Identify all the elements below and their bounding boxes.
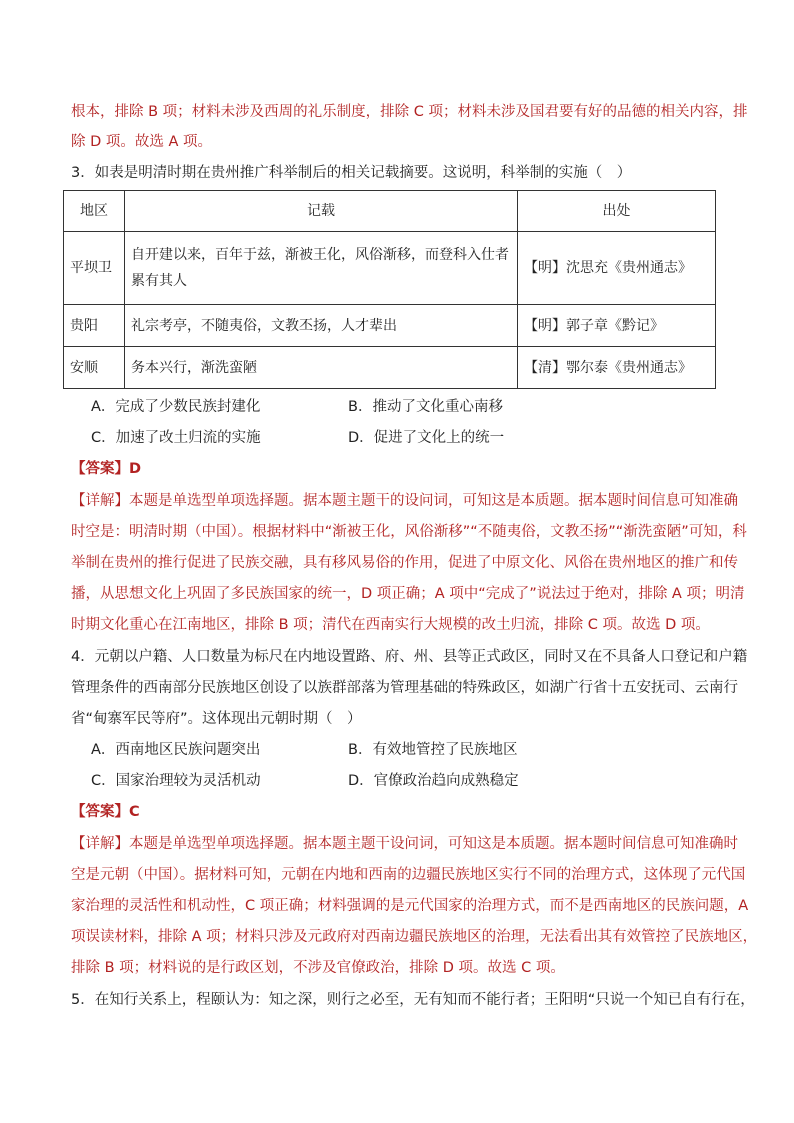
q3-detail-line: 时期文化重心在江南地区，排除 B 项；清代在西南实行大规模的改土归流，排除 C 项。故选 D 项。 — [71, 617, 710, 633]
cell-source: 【清】鄂尔泰《贵州通志》 — [518, 347, 716, 389]
q4-detail-line: 排除 B 项；材料说的是行政区划，不涉及官僚政治，排除 D 项。故选 C 项。 — [71, 960, 565, 976]
q4-detail-line: 家治理的灵活性和机动性，C 项正确；材料强调的是元代国家的治理方式，而不是西南地区的民族问题，A — [71, 898, 749, 914]
cell-region: 安顺 — [64, 347, 125, 389]
cell-record-line: 累有其人 — [131, 273, 187, 289]
q4-detail-line: 项误读材料，排除 A 项；材料只涉及元政府对西南边疆民族地区的治理，无法看出其有效管控了民族地区， — [71, 929, 758, 945]
q3-option-b[interactable]: B．推动了文化重心南移 — [348, 399, 503, 415]
q3-option-d[interactable]: D．促进了文化上的统一 — [348, 430, 505, 446]
header-record: 记载 — [125, 191, 518, 232]
q4-stem-line: 管理条件的西南部分民族地区创设了以族群部落为管理基础的特殊政区，如湖广行省十五安抚司、云南行 — [71, 680, 738, 696]
q3-detail-line: 播，从思想文化上巩固了多民族国家的统一，D 项正确；A 项中“完成了”说法过于绝对，排除 A 项；明清 — [71, 586, 745, 602]
q3-detail-line: 【详解】本题是单选型单项选择题。据本题主题干的设问词，可知这是本质题。据本题时间信息可知准确 — [71, 493, 738, 509]
q3-detail-line: 举制在贵州的推行促进了民族交融，具有移风易俗的作用，促进了中原文化、风俗在贵州地区的推广和传 — [71, 555, 738, 571]
q4-answer: 【答案】C — [71, 804, 140, 820]
q4-option-a[interactable]: A．西南地区民族问题突出 — [91, 742, 261, 758]
q3-option-a[interactable]: A．完成了少数民族封建化 — [91, 399, 261, 415]
table-row — [64, 232, 716, 305]
q4-option-b[interactable]: B．有效地管控了民族地区 — [348, 742, 518, 758]
records-table — [63, 190, 716, 389]
cell-source: 【明】沈思充《贵州通志》 — [518, 232, 716, 305]
cell-record-line: 自开建以来，百年于兹，渐被王化，风俗渐移，而登科入仕者 — [131, 247, 509, 263]
cell-record: 务本兴行，渐洗蛮陋 — [125, 347, 518, 389]
table-row — [64, 305, 716, 347]
q3-stem: 3．如表是明清时期在贵州推广科举制后的相关记载摘要。这说明，科举制的实施（ ） — [71, 165, 632, 181]
q4-stem-line: 4．元朝以户籍、人口数量为标尺在内地设置路、府、州、县等正式政区，同时又在不具备人口登记和户籍 — [71, 649, 748, 665]
q4-option-d[interactable]: D．官僚政治趋向成熟稳定 — [348, 773, 519, 789]
q4-detail-line: 【详解】本题是单选型单项选择题。据本题主题干设问词，可知这是本质题。据本题时间信息可知准确时 — [71, 836, 738, 852]
q2-detail-line-2: 除 D 项。故选 A 项。 — [71, 134, 213, 150]
table-header-row — [64, 191, 716, 232]
header-region: 地区 — [64, 191, 125, 232]
q3-detail-line: 时空是：明清时期（中国）。根据材料中“渐被王化，风俗渐移”“不随夷俗，文教丕扬”“渐洗蛮陋”可知，科 — [71, 524, 747, 540]
cell-region: 贵阳 — [64, 305, 125, 347]
q5-stem: 5．在知行关系上，程颐认为：知之深，则行之必至，无有知而不能行者；王阳明“只说一个知已自有行在， — [71, 992, 755, 1008]
q4-option-c[interactable]: C．国家治理较为灵活机动 — [91, 773, 261, 789]
q4-stem-line: 省“甸寨军民等府”。这体现出元朝时期（ ） — [71, 711, 362, 727]
header-source: 出处 — [518, 191, 716, 232]
cell-source: 【明】郭子章《黔记》 — [518, 305, 716, 347]
cell-record: 礼宗考亭，不随夷俗，文教丕扬，人才辈出 — [125, 305, 518, 347]
cell-record — [125, 232, 518, 305]
q3-option-c[interactable]: C．加速了改土归流的实施 — [91, 430, 261, 446]
q2-detail-line-1: 根本，排除 B 项；材料未涉及西周的礼乐制度，排除 C 项；材料未涉及国君要有好的品德的相关内容，排 — [71, 104, 748, 120]
table-row — [64, 347, 716, 389]
q4-detail-line: 空是元朝（中国）。据材料可知，元朝在内地和西南的边疆民族地区实行不同的治理方式，这体现了元代国 — [71, 867, 746, 883]
cell-region: 平坝卫 — [64, 232, 125, 305]
q3-answer: 【答案】D — [71, 461, 142, 477]
